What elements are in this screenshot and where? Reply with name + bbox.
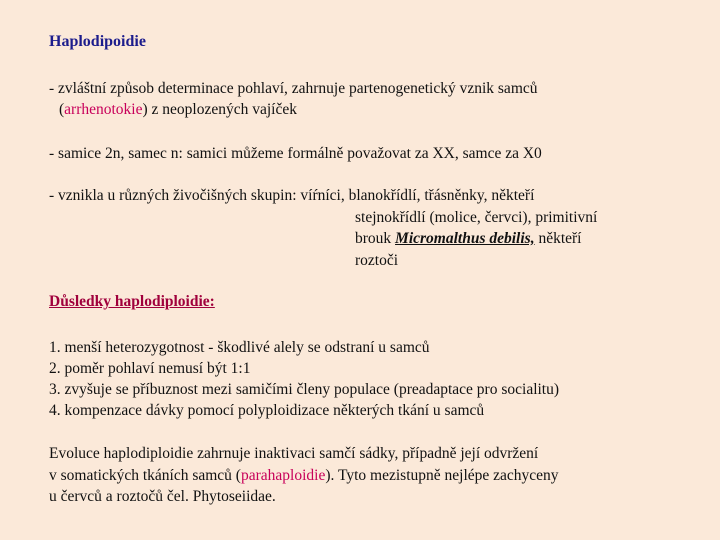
para1-line2-rest: ) z neoplozených vajíček xyxy=(142,101,297,118)
para3-line1: - vznikla u různých živočišných skupin: víŕníci, blanokřídlí, třásněnky, někteří xyxy=(49,187,535,204)
evolution-line1: Evoluce haplodiploidie zahrnuje inaktivaci samčí sádky, případně její odvržení xyxy=(49,445,539,462)
consequence-item-3: 3. zvyšuje se příbuznost mezi samičími členy populace (preadaptace pro socialitu) xyxy=(49,381,560,398)
para3-line3-post: někteří xyxy=(534,230,582,247)
consequence-item-2: 2. poměr pohlaví nemusí být 1:1 xyxy=(49,360,251,377)
para1-line2 xyxy=(59,101,297,119)
page-title: Haplodipoidie xyxy=(49,33,146,50)
arrhenotokie-term: arrhenotokie xyxy=(64,101,143,118)
consequence-item-4: 4. kompenzace dávky pomocí polyploidizace některých tkání u samců xyxy=(49,402,485,419)
para3-line3 xyxy=(355,230,582,248)
para3-line3-pre: brouk xyxy=(355,230,396,247)
evolution-line3: u červců a roztočů čel. Phytoseiidae. xyxy=(49,488,276,505)
evolution-line2-post: ). Tyto mezistupně nejlépe zachyceny xyxy=(325,467,559,484)
consequence-item-1: 1. menší heterozygotnost - škodlivé alely se odstraní u samců xyxy=(49,339,430,356)
evolution-line2-pre: v somatických tkáních samců ( xyxy=(49,467,241,484)
para3-line2: stejnokřídlí (molice, červci), primitivní xyxy=(355,209,598,226)
para1-open-paren: ( xyxy=(59,101,65,118)
evolution-line2 xyxy=(49,467,559,485)
para1-line1: - zvláštní způsob determinace pohlaví, zahrnuje partenogenetický vznik samců xyxy=(49,80,538,97)
para3-line4: roztoči xyxy=(355,252,399,269)
consequences-heading: Důsledky haplodiploidie: xyxy=(49,293,215,310)
para2-line1: - samice 2n, samec n: samici můžeme formálně považovat za XX, samce za X0 xyxy=(49,145,542,162)
parahaploidie-term: parahaploidie xyxy=(240,467,326,484)
species-name: Micromalthus debilis, xyxy=(395,230,535,247)
